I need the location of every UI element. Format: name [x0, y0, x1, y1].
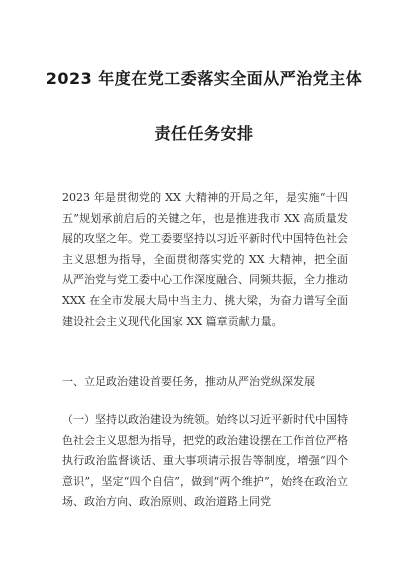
intro-paragraph: 2023 年是贯彻党的 XX 大精神的开局之年，是实施“十四五”规划承前启后的关键之年，也是推进我市 XX 高质量发展的攻坚之年。党工委要坚持以习近平新时代中国特色社会主义思想为指导，全面贯彻落实党的 XX 大精神，把全面从严治党与党工委中心工作深度融合、同频共振，全力推动 XXX 在全市发展大局中当主力、挑大梁，为奋力谱写全面建设社会主义现代化国家 XX 篇章贡献力量。 [62, 191, 348, 328]
document-title-line-2: 责任任务安排 [154, 124, 254, 143]
section-heading-1: 一、立足政治建设首要任务，推动从严治党纵深发展 [62, 375, 315, 388]
subsection-paragraph-1: （一）坚持以政治建设为统领。始终以习近平新时代中国特色社会主义思想为指导，把党的政治建设摆在工作首位严格执行政治监督谈话、重大事项请示报告等制度，增强“四个意识”，坚定“四个自信”，做到“两个维护”，始终在政治立场、政治方向、政治原则、政治道路上同党 [62, 413, 348, 509]
document-title-line-1: 2023 年度在党工委落实全面从严治党主体 [45, 69, 363, 88]
